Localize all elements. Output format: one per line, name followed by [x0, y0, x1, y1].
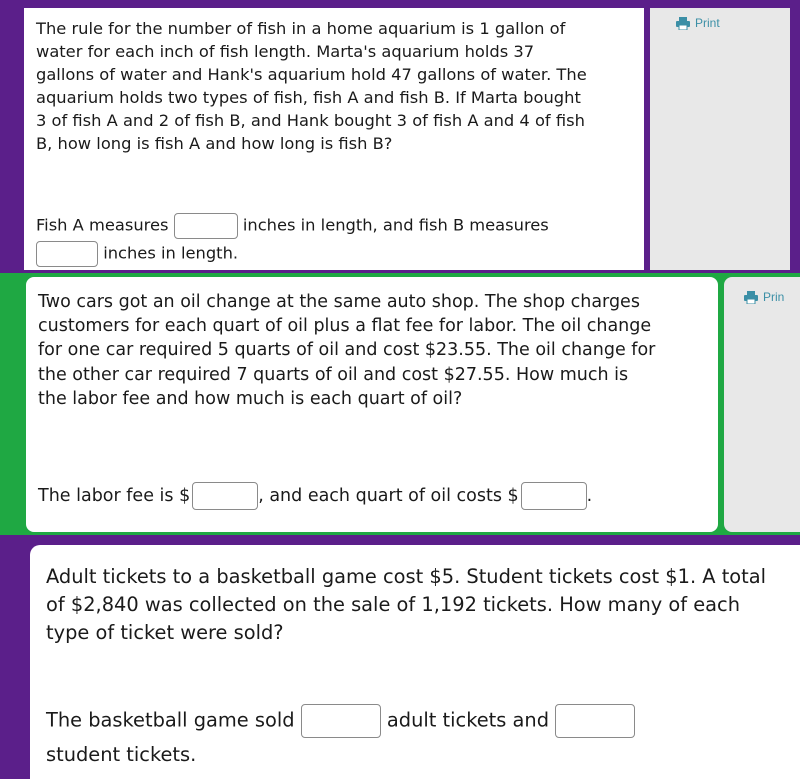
answer-text: , and each quart of oil costs $: [258, 486, 519, 506]
problem-3-question: Adult tickets to a basketball game cost $5. Student tickets cost $1. A total of $2,840 was collected on the sale of 1,192 tickets. How many of each type of ticket were sold?: [46, 565, 767, 644]
fish-a-length-input[interactable]: [174, 213, 238, 239]
printer-icon: [744, 291, 758, 304]
answer-text: The basketball game sold: [46, 708, 295, 732]
oil-quart-cost-input[interactable]: [521, 482, 587, 510]
answer-text: student tickets.: [46, 743, 197, 766]
problem-2-question: Two cars got an oil change at the same auto shop. The shop charges customers for each quart of oil plus a flat fee for labor. The oil change for one car required 5 quarts of oil and cost $23.55. The oil change for the other car required 7 quarts of oil and cost $27.55. How much is the labor fee and how much is each quart of oil?: [38, 292, 656, 409]
answer-text: adult tickets and: [386, 708, 550, 732]
answer-text: .: [586, 486, 593, 506]
problem-2-side-panel: [724, 277, 800, 532]
student-tickets-input[interactable]: [555, 704, 635, 738]
print-label: Print: [695, 16, 720, 30]
problem-2-print-button[interactable]: [744, 290, 784, 304]
problem-1-answer-row-1: [36, 213, 549, 239]
problem-2-answer-row: [38, 482, 592, 510]
problem-3-answer-row-1: [46, 704, 635, 738]
problem-1-answer-row-2: [36, 241, 238, 267]
printer-icon: [676, 17, 690, 30]
answer-text: inches in length, and fish B measures: [242, 215, 549, 235]
problem-1-print-button[interactable]: [676, 16, 720, 30]
problem-3-answer-row-2: [46, 741, 196, 769]
print-label: Prin: [763, 290, 785, 304]
labor-fee-input[interactable]: [192, 482, 258, 510]
adult-tickets-input[interactable]: [301, 704, 381, 738]
problem-1-side-panel: [650, 8, 790, 270]
answer-text: Fish A measures: [36, 215, 169, 235]
problem-1-question: The rule for the number of fish in a home aquarium is 1 gallon of water for each inch of fish length. Marta's aquarium holds 37 gallons of water and Hank's aquarium hold 47 gallons of water. The aquarium holds two types of fish, fish A and fish B. If Marta bought 3 of fish A and 2 of fish B, and Hank bought 3 of fish A and 4 of fish B, how long is fish A and how long is fish B?: [36, 19, 587, 153]
answer-text: The labor fee is $: [38, 486, 191, 506]
fish-b-length-input[interactable]: [36, 241, 98, 267]
answer-text: inches in length.: [103, 243, 239, 263]
